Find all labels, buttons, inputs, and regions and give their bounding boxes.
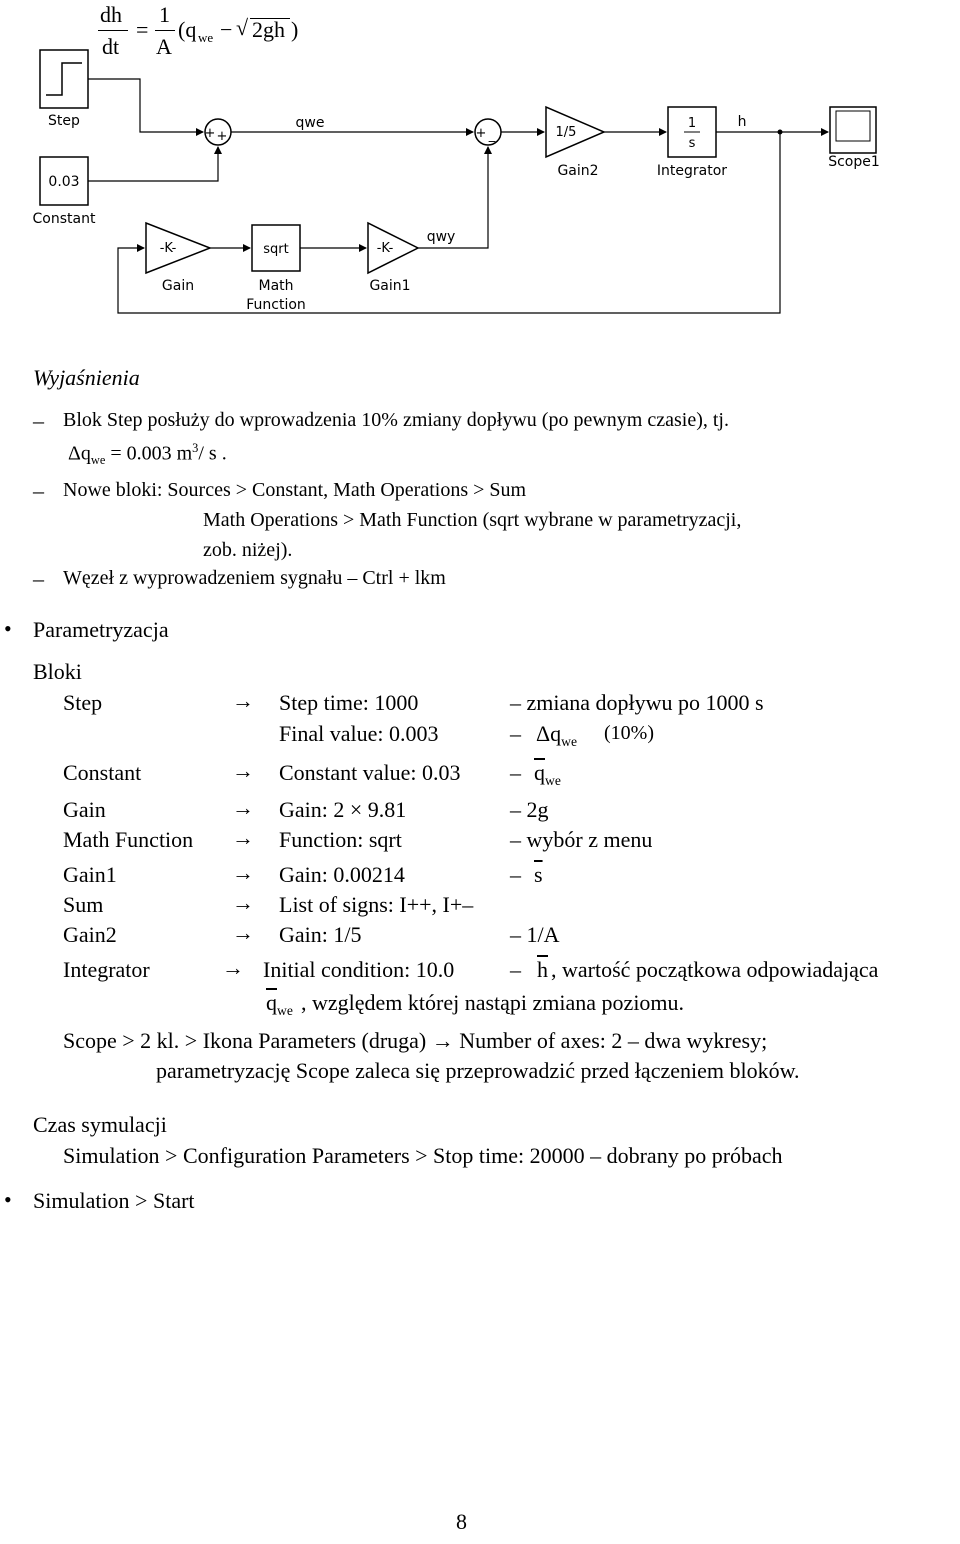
row-scope-line-1: Scope > 2 kl. > Ikona Parameters (druga) → Number of axes: 2 – dwa wykresy; [63, 1028, 768, 1053]
constant-label: Constant [32, 211, 96, 227]
row-gain-param: Gain: 2 × 9.81 [279, 797, 407, 822]
eq-sub-we: we [198, 30, 214, 45]
row-constant-q: $\overline{q}_{we}$ [534, 760, 561, 788]
row-constant-dash: – [510, 760, 521, 785]
row-sum-arrow: → [232, 890, 254, 915]
row-constant-name: Constant [63, 760, 142, 785]
row-gain-name: Gain [63, 797, 106, 822]
integrator-num: 1 [687, 116, 697, 131]
explanation-dash-2: – [33, 478, 44, 503]
explanation-dash-1: – [33, 408, 44, 433]
formula-rest: = 0.003 m [105, 442, 193, 465]
formula-end: / s . [198, 442, 227, 465]
row-step-param-2: Final value: 0.003 [279, 721, 439, 746]
eq-open: (q [178, 17, 197, 42]
simulation-time-line: Simulation > Configuration Parameters > Stop time: 20000 – dobrany po próbach [63, 1143, 783, 1168]
row-step-name: Step [63, 690, 103, 715]
branch-node [778, 130, 783, 135]
eq-fraction-bar-1 [98, 30, 128, 31]
row-math-param: Function: sqrt [279, 827, 402, 852]
row-step-param-1: Step time: 1000 [279, 690, 419, 715]
scope-block[interactable] [830, 107, 876, 153]
row-gain2-param: Gain: 1/5 [279, 922, 362, 947]
integrator-label: Integrator [656, 163, 728, 179]
eq-one: 1 [159, 2, 170, 27]
row-gain2-comment: – 1/A [510, 922, 560, 947]
row-step-comment-2-q: $\Delta q_{we}$ [536, 721, 578, 749]
gain-label: Gain [161, 278, 195, 294]
row-integrator-dash: – [510, 957, 521, 982]
explanation-dash-3: – [33, 566, 44, 591]
gain1-value: -K- [376, 241, 394, 256]
row-gain1-dash: – [510, 862, 521, 887]
eq-dt: dt [102, 34, 120, 59]
gain2-value: 1/5 [555, 125, 577, 140]
row-step-comment-2-dash: – [510, 721, 521, 746]
sum2-sign-bottom: _ [488, 128, 496, 143]
math-function-label-2: Function [246, 297, 306, 313]
explanation-item-1: Blok Step posłuży do wprowadzenia 10% zmiany dopływu (po pewnym czasie), tj. [63, 409, 729, 431]
simulink-diagram [0, 45, 960, 325]
row-sum-param: List of signs: I++, I+– [279, 892, 474, 917]
eq-minus: − [220, 17, 233, 42]
row-scope-line-2: parametryzację Scope zaleca się przeprowadzić przed łączeniem bloków. [156, 1058, 800, 1083]
row-gain2-name: Gain2 [63, 922, 117, 947]
math-function-label-1: Math [258, 278, 294, 294]
simulation-time-heading: Czas symulacji [33, 1112, 167, 1137]
explanation-item-2-line-1: Nowe bloki: Sources > Constant, Math Operations > Sum [63, 479, 527, 501]
row-sum-name: Sum [63, 892, 104, 917]
signal-h-label: h [737, 114, 747, 130]
eq-radicand: 2gh [252, 17, 285, 42]
row-integrator-comment: , wartość początkowa odpowiadająca [551, 957, 879, 982]
signal-lines [88, 79, 828, 313]
eq-close: ) [291, 17, 299, 42]
page-number: 8 [456, 1509, 467, 1534]
row-integrator-name: Integrator [63, 957, 150, 982]
row-gain1-name: Gain1 [63, 862, 117, 887]
row-math-comment: – wybór z menu [510, 827, 653, 852]
formula-sup-3: 3 [192, 441, 199, 455]
bullet-parametrization: • [4, 616, 12, 641]
row-gain1-arrow: → [232, 860, 254, 885]
eq-sqrt: √ [236, 15, 249, 40]
sum2-sign-left: + [475, 126, 487, 141]
integrator-den: s [688, 136, 696, 151]
formula-sub-we: we [90, 452, 106, 467]
step-label: Step [48, 113, 80, 129]
scope-label: Scope1 [828, 154, 880, 170]
row-integrator-comment-2-q: $\overline{q}_{we}$ [266, 990, 293, 1018]
row-integrator-comment-2: , względem której nastąpi zmiana poziomu. [301, 990, 685, 1015]
gain2-label: Gain2 [557, 163, 599, 179]
formula-delta-q: Δq [68, 442, 91, 465]
signal-qwy-label: qwy [426, 229, 456, 245]
eq-A: A [156, 34, 172, 59]
explanation-item-2-line-2: Math Operations > Math Function (sqrt wybrane w parametryzacji, [203, 509, 742, 531]
eq-equals: = [136, 17, 149, 42]
gain1-label: Gain1 [369, 278, 411, 294]
row-gain1-s: $\overline{s}$ [534, 862, 543, 887]
row-step-comment-2-pct: (10%) [604, 722, 654, 744]
blocks-heading: Bloki [33, 659, 82, 684]
eq-fraction-bar-2 [155, 30, 175, 31]
row-step-comment-1: – zmiana dopływu po 1000 s [510, 690, 764, 715]
row-gain2-arrow: → [232, 920, 254, 945]
signal-qwe-label: qwe [295, 115, 325, 131]
row-constant-arrow: → [232, 758, 254, 783]
row-math-name: Math Function [63, 827, 194, 852]
bullet-simulation-start: • [4, 1187, 12, 1212]
eq-dh: dh [100, 2, 122, 27]
explanation-item-1-formula [68, 441, 227, 468]
row-integrator-arrow: → [222, 955, 244, 980]
explanation-item-3: Węzeł z wyprowadzeniem sygnału – Ctrl + lkm [63, 567, 446, 589]
parametrization-heading: Parametryzacja [33, 617, 169, 642]
row-gain-arrow: → [232, 795, 254, 820]
step-block[interactable] [40, 50, 88, 108]
row-integrator-param: Initial condition: 10.0 [263, 957, 455, 982]
explanation-item-2-line-3: zob. niżej). [203, 539, 293, 561]
sum1-sign-left: + [204, 126, 216, 141]
sum1-sign-bottom: + [216, 129, 228, 144]
gain-value: -K- [159, 241, 177, 256]
row-constant-param: Constant value: 0.03 [279, 760, 461, 785]
math-function-value: sqrt [263, 242, 289, 257]
constant-value: 0.03 [48, 174, 80, 190]
row-integrator-h: $\overline{h}$ [537, 957, 548, 982]
row-math-arrow: → [232, 825, 254, 850]
row-gain-comment: – 2g [510, 797, 549, 822]
gain-block[interactable] [146, 223, 210, 273]
row-gain1-param: Gain: 0.00214 [279, 862, 405, 887]
explanations-heading: Wyjaśnienia [33, 365, 140, 390]
simulation-start: Simulation > Start [33, 1188, 195, 1213]
row-step-arrow: → [232, 688, 254, 713]
